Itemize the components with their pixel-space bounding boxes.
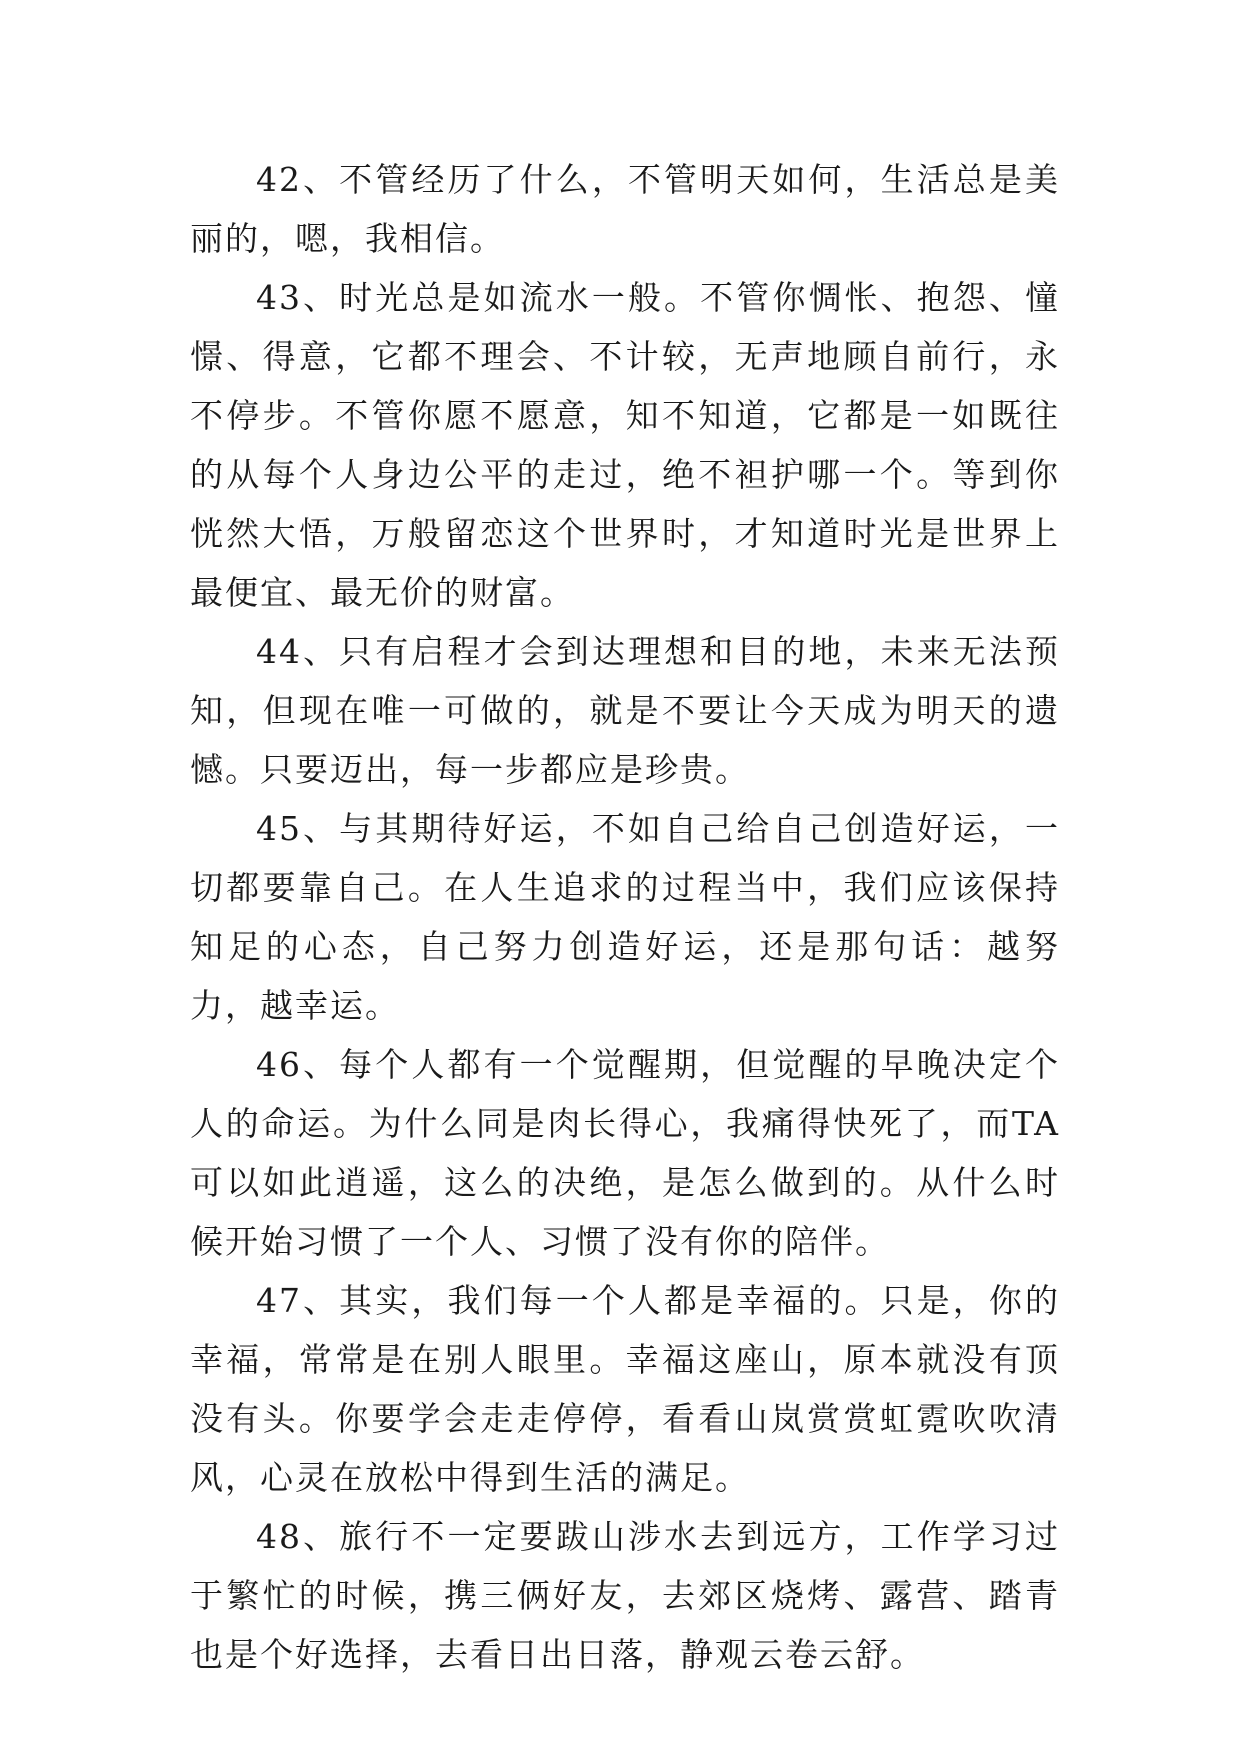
paragraph-44: 44、只有启程才会到达理想和目的地，未来无法预知，但现在唯一可做的，就是不要让今天成为明天的遗憾。只要迈出，每一步都应是珍贵。 [190, 632, 1060, 789]
paragraph-42: 42、不管经历了什么，不管明天如何，生活总是美丽的，嗯，我相信。 [190, 160, 1060, 258]
paragraph-48: 48、旅行不一定要跋山涉水去到远方，工作学习过于繁忙的时候，携三俩好友，去郊区烧烤、露营、踏青也是个好选择，去看日出日落，静观云卷云舒。 [190, 1517, 1060, 1674]
paragraph-45: 45、与其期待好运，不如自己给自己创造好运，一切都要靠自己。在人生追求的过程当中，我们应该保持知足的心态，自己努力创造好运，还是那句话：越努力，越幸运。 [190, 809, 1060, 1025]
paragraph-46: 46、每个人都有一个觉醒期，但觉醒的早晚决定个人的命运。为什么同是肉长得心，我痛得快死了，而TA可以如此逍遥，这么的决绝，是怎么做到的。从什么时候开始习惯了一个人、习惯了没有你的陪伴。 [190, 1045, 1060, 1261]
document-body [190, 150, 1060, 1684]
paragraph-43: 43、时光总是如流水一般。不管你惆怅、抱怨、憧憬、得意，它都不理会、不计较，无声地顾自前行，永不停步。不管你愿不愿意，知不知道，它都是一如既往的从每个人身边公平的走过，绝不袒护哪一个。等到你恍然大悟，万般留恋这个世界时，才知道时光是世界上最便宜、最无价的财富。 [190, 278, 1060, 612]
paragraph-47: 47、其实，我们每一个人都是幸福的。只是，你的幸福，常常是在别人眼里。幸福这座山，原本就没有顶没有头。你要学会走走停停，看看山岚赏赏虹霓吹吹清风，心灵在放松中得到生活的满足。 [190, 1281, 1060, 1497]
